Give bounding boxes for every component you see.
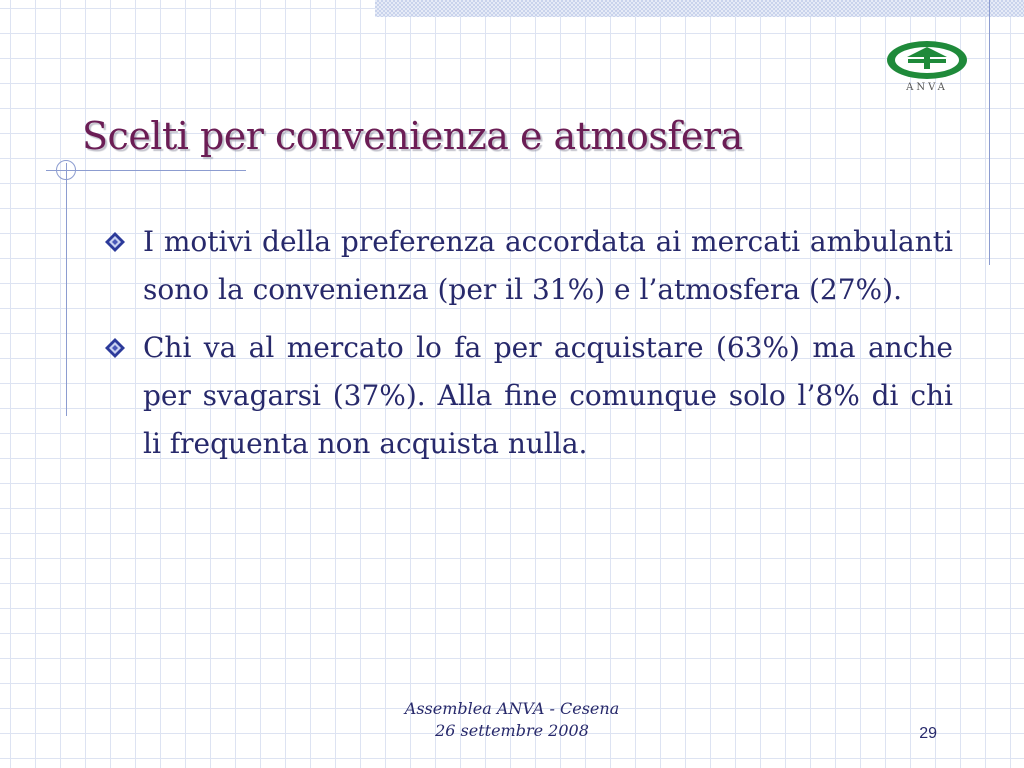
diamond-bullet-icon [103, 230, 127, 254]
footer [362, 698, 662, 742]
slide-title: Scelti per convenienza e atmosfera [82, 114, 743, 158]
left-accent-line [66, 163, 67, 416]
anva-logo-icon [882, 38, 972, 94]
bullet-item [103, 218, 953, 314]
top-pattern-band [375, 0, 1024, 17]
bullet-list [103, 218, 953, 478]
bullet-text: I motivi della preferenza accordata ai mercati ambulanti sono la convenienza (per il 31%) e l’atmosfera (27%). [143, 225, 953, 306]
page-number: 29 [919, 725, 937, 742]
logo-text: ANVA [906, 82, 948, 93]
title-underline [46, 170, 246, 171]
diamond-bullet-icon [103, 336, 127, 360]
bullet-text: Chi va al mercato lo fa per acquistare (63%) ma anche per svagarsi (37%). Alla fine comunque solo l’8% di chi li frequenta non acquista nulla. [143, 331, 953, 460]
crosshair-circle [56, 160, 76, 180]
right-accent-line [989, 0, 990, 265]
footer-event: Assemblea ANVA - Cesena [404, 699, 620, 718]
footer-date: 26 settembre 2008 [435, 721, 589, 740]
bullet-item [103, 324, 953, 468]
anva-logo [882, 38, 972, 94]
